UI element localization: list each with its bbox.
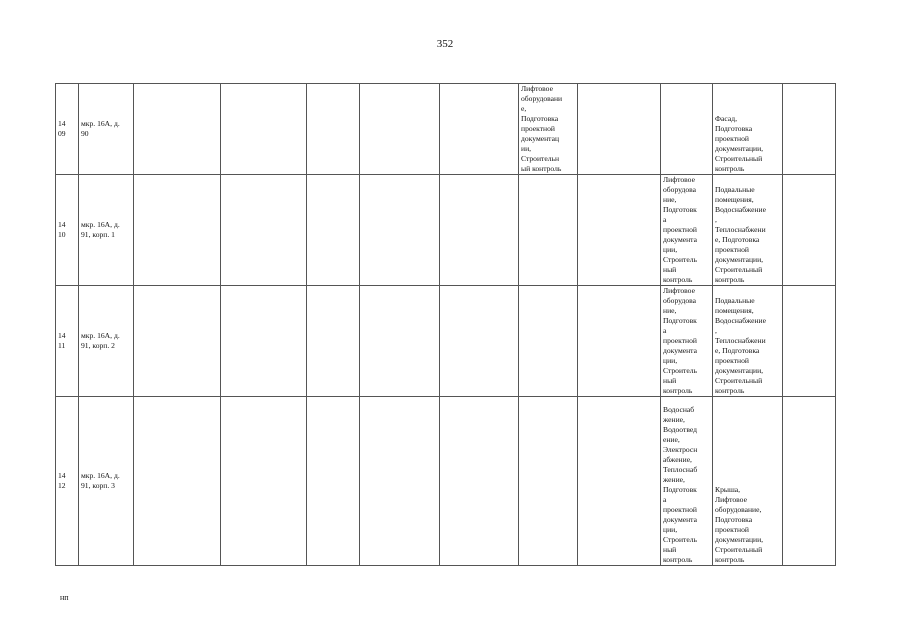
empty-cell (134, 286, 221, 397)
row-number: 14 10 (56, 175, 79, 286)
address-cell: мкр. 16А, д. 91, корп. 3 (79, 397, 134, 566)
work-type-cell: Фасад, Подготовка проектной документации, Строительный контроль (713, 84, 783, 175)
table-row (56, 84, 836, 175)
work-type-cell (519, 286, 578, 397)
empty-cell (134, 175, 221, 286)
empty-cell (360, 286, 440, 397)
work-type-cell: Лифтовое оборудовани е, Подготовка проектной документац ии, Строительн ый контроль (519, 84, 578, 175)
work-type-cell: Подвальные помещения, Водоснабжение , Теплоснабжени е, Подготовка проектной документации, Строительный контроль (713, 286, 783, 397)
empty-cell (307, 84, 360, 175)
empty-cell (783, 286, 836, 397)
empty-cell (221, 84, 307, 175)
table-row (56, 286, 836, 397)
work-type-cell (661, 84, 713, 175)
work-type-cell: Крыша, Лифтовое оборудование, Подготовка проектной документации, Строительный контроль (713, 397, 783, 566)
empty-cell (578, 175, 661, 286)
empty-cell (307, 175, 360, 286)
empty-cell (783, 175, 836, 286)
work-type-cell: Подвальные помещения, Водоснабжение , Теплоснабжени е, Подготовка проектной документации, Строительный контроль (713, 175, 783, 286)
empty-cell (440, 286, 519, 397)
empty-cell (783, 397, 836, 566)
work-type-cell (519, 397, 578, 566)
empty-cell (440, 84, 519, 175)
empty-cell (578, 397, 661, 566)
address-cell: мкр. 16А, д. 91, корп. 1 (79, 175, 134, 286)
row-number: 14 11 (56, 286, 79, 397)
empty-cell (360, 175, 440, 286)
empty-cell (134, 397, 221, 566)
empty-cell (221, 286, 307, 397)
work-type-cell (519, 175, 578, 286)
work-type-cell: Водоснаб жение, Водоотвед ение, Электросн абжение, Теплоснаб жение, Подготовк а проектной документа ции, Строитель ный контроль (661, 397, 713, 566)
empty-cell (221, 175, 307, 286)
empty-cell (307, 286, 360, 397)
table-row (56, 175, 836, 286)
row-number: 14 09 (56, 84, 79, 175)
work-type-cell: Лифтовое оборудова ние, Подготовк а проектной документа ции, Строитель ный контроль (661, 175, 713, 286)
page-number: 352 (436, 38, 454, 50)
empty-cell (307, 397, 360, 566)
table-row (56, 397, 836, 566)
address-cell: мкр. 16А, д. 90 (79, 84, 134, 175)
work-type-cell: Лифтовое оборудова ние, Подготовк а проектной документа ции, Строитель ный контроль (661, 286, 713, 397)
footer-mark: нп (60, 593, 69, 602)
repair-schedule-table (55, 83, 836, 566)
empty-cell (440, 175, 519, 286)
empty-cell (360, 397, 440, 566)
empty-cell (783, 84, 836, 175)
row-number: 14 12 (56, 397, 79, 566)
empty-cell (578, 286, 661, 397)
empty-cell (360, 84, 440, 175)
empty-cell (440, 397, 519, 566)
empty-cell (221, 397, 307, 566)
empty-cell (578, 84, 661, 175)
empty-cell (134, 84, 221, 175)
address-cell: мкр. 16А, д. 91, корп. 2 (79, 286, 134, 397)
